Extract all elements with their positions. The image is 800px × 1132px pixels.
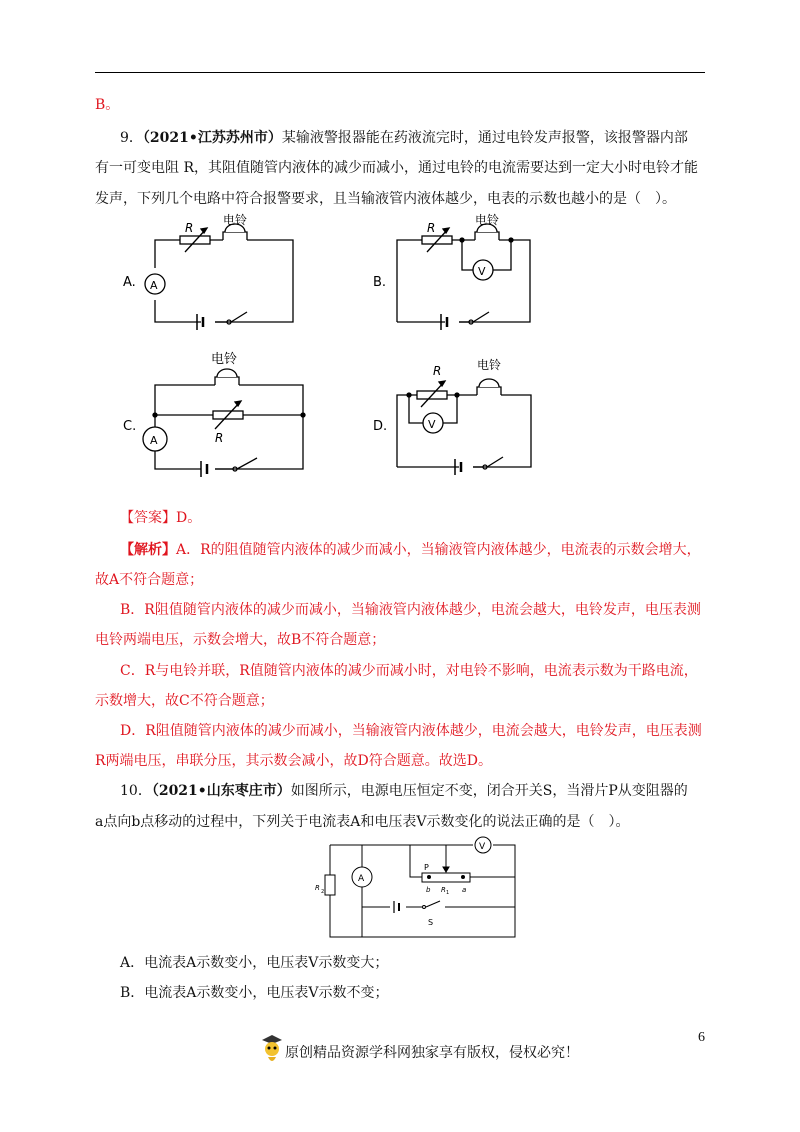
circuit-q10: [310, 835, 520, 945]
svg-text:2: 2: [321, 889, 325, 895]
prev-answer: B。: [95, 97, 120, 113]
q10-option-a: A．电流表A示数变小，电压表V示数变大；: [120, 955, 389, 971]
header-rule: [95, 72, 705, 73]
option-label-c: C.: [123, 419, 137, 434]
q9-line-2: 有一可变电阻 R，其阻值随管内液体的减少而减小，通过电铃的电流需要达到一定大小时电铃才能: [95, 160, 698, 176]
q9-line-3: 发声，下列几个电路中符合报警要求，且当输液管内液体越少，电表的示数也越小的是（ ）。: [95, 191, 676, 207]
option-label-a: A.: [123, 275, 136, 290]
svg-text:V: V: [478, 265, 486, 278]
svg-text:电铃: 电铃: [211, 352, 238, 367]
svg-text:A: A: [358, 874, 365, 884]
svg-text:P: P: [424, 863, 429, 872]
analysis-line-3: C．R与电铃并联，R值随管内液体的减少而减小时，对电铃不影响，电流表示数为干路电流，: [120, 663, 698, 679]
option-label-d: D.: [373, 419, 388, 434]
svg-text:R: R: [427, 221, 436, 235]
analysis-line-4b: R两端电压，串联分压，其示数会减小，故D符合题意。故选D。: [95, 753, 492, 769]
svg-text:电铃: 电铃: [223, 213, 248, 227]
analysis-line-1: 【解析】A．R的阻值随管内液体的减少而减小，当输液管内液体越少，电流表的示数会增大，: [120, 542, 701, 558]
svg-text:R: R: [315, 884, 320, 892]
circuit-d: [365, 355, 565, 480]
svg-text:电铃: 电铃: [477, 358, 502, 372]
answer-line: 【答案】D。: [120, 510, 202, 526]
mascot-logo-icon: [260, 1032, 284, 1066]
svg-text:V: V: [428, 418, 436, 431]
page-number: 6: [698, 1030, 705, 1045]
analysis-line-3b: 示数增大，故C不符合题意；: [95, 693, 274, 709]
svg-text:S: S: [428, 918, 434, 927]
copyright-text: 原创精品资源学科网独家享有版权，侵权必究！: [285, 1044, 579, 1060]
q9-line-1: 9．（2021•江苏苏州市）某输液警报器能在药液流完时，通过电铃发声报警，该报警器内部: [120, 130, 688, 146]
analysis-line-2: B．R阻值随管内液体的减少而减小，当输液管内液体越少，电流会越大，电铃发声，电压表测: [120, 602, 701, 618]
svg-text:a: a: [462, 886, 467, 894]
svg-text:A: A: [150, 279, 158, 292]
circuit-a: [115, 210, 315, 335]
circuit-c: [115, 345, 325, 480]
svg-text:R: R: [215, 431, 224, 445]
analysis-line-2b: 电铃两端电压，示数会增大，故B不符合题意；: [95, 632, 386, 648]
circuit-b: [365, 210, 565, 335]
page-footer: [95, 1030, 705, 1070]
option-label-b: B.: [373, 275, 387, 290]
svg-text:1: 1: [446, 890, 450, 896]
q10-line-2: a点向b点移动的过程中，下列关于电流表A和电压表V示数变化的说法正确的是（ ）。: [95, 814, 630, 830]
svg-text:b: b: [426, 886, 431, 894]
analysis-line-4: D．R阻值随管内液体的减少而减小，当输液管内液体越少，电流会越大，电铃发声，电压表测: [120, 723, 702, 739]
analysis-line-1b: 故A不符合题意；: [95, 572, 204, 588]
svg-text:电铃: 电铃: [475, 213, 500, 227]
svg-text:A: A: [150, 434, 158, 447]
q10-option-b: B．电流表A示数变小，电压表V示数不变；: [120, 985, 389, 1001]
svg-text:R: R: [441, 886, 446, 894]
svg-text:R: R: [433, 364, 442, 378]
svg-text:V: V: [479, 842, 486, 852]
q10-line-1: 10．（2021•山东枣庄市）如图所示，电源电压恒定不变，闭合开关S，当滑片P从变阻器的: [120, 783, 688, 799]
svg-text:R: R: [185, 221, 194, 235]
